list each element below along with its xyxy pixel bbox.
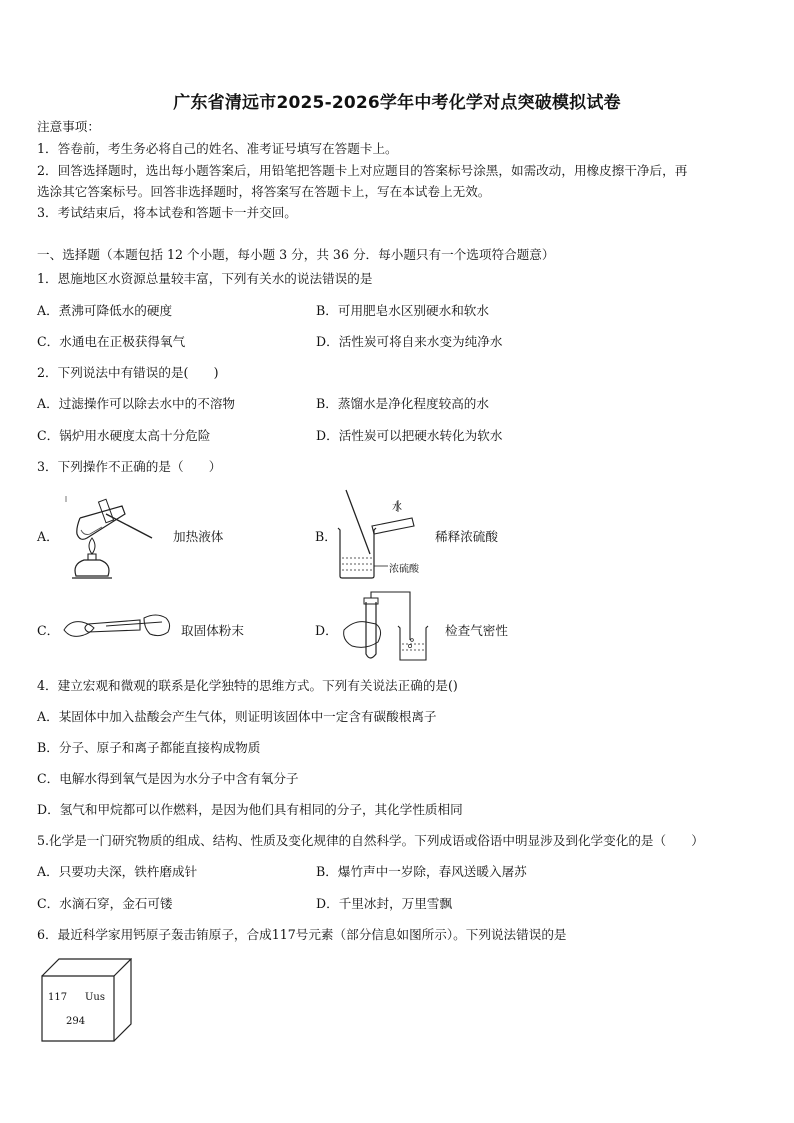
q5-option-b: B．爆竹声中一岁除，春风送暖入屠苏: [316, 864, 527, 879]
q3-option-b-acid-label: 浓硫酸: [389, 564, 419, 575]
notice-item-2-cont: 选涂其它答案标号。回答非选择题时，将答案写在答题卡上，写在本试卷上无效。: [37, 184, 491, 199]
q5-option-c: C．水滴石穿，金石可镂: [37, 896, 173, 911]
section-heading: 一、选择题（本题包括 12 个小题，每小题 3 分，共 36 分．每小题只有一个选项符合题意）: [37, 247, 555, 262]
q3-option-d-label: 检查气密性: [445, 623, 508, 638]
q3-option-a-label: 加热液体: [173, 529, 224, 544]
q1-option-a: A．煮沸可降低水的硬度: [37, 303, 173, 318]
element-symbol: Uus: [85, 992, 105, 1003]
q4-option-b: B．分子、原子和离子都能直接构成物质: [37, 740, 261, 755]
q2-option-b: B．蒸馏水是净化程度较高的水: [316, 396, 489, 411]
q5-stem: 5.化学是一门研究物质的组成、结构、性质及变化规律的自然科学。下列成语或俗语中明显涉及到化学变化的是（ ）: [37, 833, 704, 848]
q3-stem: 3．下列操作不正确的是（ ）: [37, 459, 222, 474]
q4-option-d: D．氢气和甲烷都可以作燃料，是因为他们具有相同的分子，其化学性质相同: [37, 802, 463, 817]
q4-option-c: C．电解水得到氧气是因为水分子中含有氧分子: [37, 771, 299, 786]
q5-option-a: A．只要功夫深，铁杵磨成针: [37, 864, 198, 879]
q5-option-d: D．千里冰封，万里雪飘: [316, 896, 453, 911]
q6-stem: 6．最近科学家用钙原子轰击铕原子，合成117号元素（部分信息如图所示）。下列说法错误的是: [37, 927, 567, 942]
q1-option-c: C．水通电在正极获得氧气: [37, 334, 186, 349]
solid-powder-figure: [62, 608, 174, 644]
notice-item-1: 1．答卷前，考生务必将自己的姓名、准考证号填写在答题卡上。: [37, 141, 398, 156]
q2-option-c: C．锅炉用水硬度太高十分危险: [37, 428, 211, 443]
q1-stem: 1．恩施地区水资源总量较丰富，下列有关水的说法错误的是: [37, 271, 373, 286]
notice-item-2: 2．回答选择题时，选出每小题答案后，用铅笔把答题卡上对应题目的答案标号涂黑，如需改动，用橡皮擦干净后，再: [37, 163, 688, 178]
atomic-number: 117: [48, 992, 68, 1003]
q4-stem: 4．建立宏观和微观的联系是化学独特的思维方式。下列有关说法正确的是(): [37, 678, 458, 693]
element-card: [41, 958, 132, 1042]
relative-atomic-mass: 294: [66, 1016, 86, 1027]
q3-option-d-letter: D．: [315, 623, 338, 638]
q3-option-b-letter: B．: [315, 529, 337, 544]
q1-option-d: D．活性炭可将自来水变为纯净水: [316, 334, 503, 349]
q2-option-d: D．活性炭可以把硬水转化为软水: [316, 428, 503, 443]
notice-item-3: 3．考试结束后，将本试卷和答题卡一并交回。: [37, 205, 297, 220]
page-title: 广东省清远市2025-2026学年中考化学对点突破模拟试卷: [173, 93, 621, 113]
q2-option-a: A．过滤操作可以除去水中的不溶物: [37, 396, 236, 411]
q4-option-a: A．某固体中加入盐酸会产生气体，则证明该固体中一定含有碳酸根离子: [37, 709, 437, 724]
q3-option-c-label: 取固体粉末: [181, 623, 244, 638]
q1-option-b: B．可用肥皂水区别硬水和软水: [316, 303, 489, 318]
q3-option-a-letter: A．: [37, 529, 59, 544]
notice-heading: 注意事项：: [37, 119, 100, 134]
heating-liquid-figure: [62, 490, 158, 582]
q3-option-b-label: 稀释浓硫酸: [435, 529, 498, 544]
q2-stem: 2．下列说法中有错误的是( ): [37, 365, 219, 380]
q3-option-c-letter: C．: [37, 623, 60, 638]
q3-option-b-water-label: 水: [392, 502, 402, 513]
airtightness-figure: [340, 590, 440, 664]
